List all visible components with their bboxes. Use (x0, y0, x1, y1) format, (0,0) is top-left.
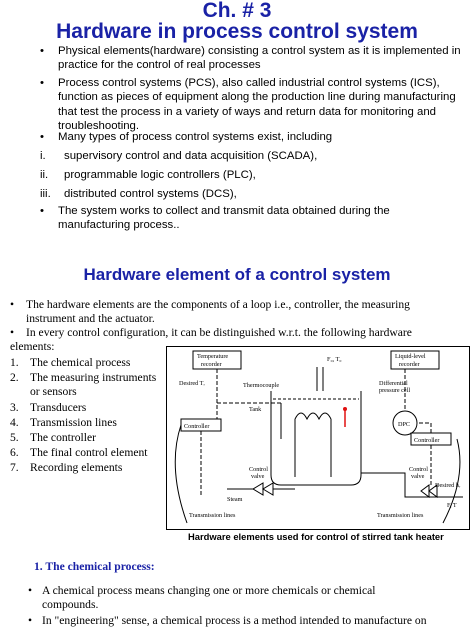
label-transmission-right: Transmission lines (377, 512, 424, 519)
label-diff-pressure: Differential (379, 380, 408, 387)
list-number: 2. (10, 371, 19, 384)
label-control-valve-right: Control (409, 466, 428, 473)
roman-numeral: iii. (40, 188, 51, 200)
roman-numeral: ii. (40, 169, 49, 181)
bullet-icon: • (10, 326, 15, 339)
tank-outline (271, 391, 361, 485)
list-number: 5. (10, 431, 19, 444)
transmission-curve-right (443, 439, 460, 523)
list-text: Transmission lines (30, 416, 117, 429)
steam-coil (295, 413, 331, 477)
label-dpc: DPC (398, 421, 411, 428)
bullet-text: manufacturing process.. (58, 219, 180, 232)
diagram-caption: Hardware elements used for control of stirred tank heater (188, 531, 444, 542)
process-diagram-svg (167, 347, 468, 528)
bullet-text: supervisory control and data acquisition (SCADA), (64, 150, 318, 162)
bullet-icon: • (40, 45, 44, 57)
bullet-text: elements: (10, 340, 55, 353)
label-transmission-left: Transmission lines (189, 512, 236, 519)
section-title: Hardware element of a control system (83, 265, 391, 284)
label-tank: Tank (249, 406, 262, 413)
bullet-icon: • (40, 77, 44, 89)
bullet-text: function as pieces of equipment along the production line during manufacturing (58, 91, 456, 104)
bullet-icon: • (28, 614, 33, 627)
label-desired-tr: Desired Tᵣ (179, 380, 205, 387)
bullet-icon: • (28, 584, 33, 597)
list-text: The chemical process (30, 356, 131, 369)
bullet-text: Physical elements(hardware) consisting a control system as it is implemented in (58, 45, 461, 57)
bullet-text: The hardware elements are the components of a loop i.e., controller, the measuring (26, 298, 410, 311)
roman-numeral: i. (40, 150, 46, 162)
list-number: 6. (10, 446, 19, 459)
page-title: Hardware in process control system (56, 20, 418, 43)
label-steam: Steam (227, 496, 243, 503)
label-control-valve-left: valve (251, 473, 265, 480)
list-number: 7. (10, 461, 19, 474)
list-text: The measuring instruments (30, 371, 157, 384)
bullet-text: The system works to collect and transmit data obtained during the (58, 205, 390, 217)
transmission-curve-left (175, 425, 187, 523)
label-temp-recorder: Temperature (197, 353, 229, 360)
list-number: 1. (10, 356, 19, 369)
bullet-icon: • (40, 131, 44, 143)
list-text: Transducers (30, 401, 87, 414)
label-controller-right: Controller (414, 437, 440, 444)
label-control-valve-right: valve (411, 473, 425, 480)
bullet-text: that test the process in a variety of ways and return data for monitoring and (58, 105, 436, 118)
label-fo-to: F₀, T₀ (327, 356, 342, 363)
list-text: Recording elements (30, 461, 123, 474)
inflow-pipe (317, 367, 323, 391)
list-number: 4. (10, 416, 19, 429)
bullet-text: distributed control systems (DCS), (64, 188, 237, 200)
label-liquid-recorder: Liquid-level (395, 353, 426, 360)
control-valve-left (253, 483, 273, 495)
bullet-text: Process control systems (PCS), also called industrial control systems (ICS), (58, 77, 440, 89)
list-text: The controller (30, 431, 96, 444)
label-liquid-recorder: recorder (399, 361, 420, 368)
list-text: The final control element (30, 446, 148, 459)
bullet-text: practice for the control of real processes (58, 59, 261, 72)
section-heading: 1. The chemical process: (34, 560, 155, 573)
label-controller-left: Controller (184, 423, 210, 430)
bullet-text: In every control configuration, it can be distinguished w.r.t. the following hardware (26, 326, 412, 339)
list-text: or sensors (30, 385, 77, 398)
bullet-text: instrument and the actuator. (26, 312, 155, 325)
bullet-text: In "engineering" sense, a chemical process is a method intended to manufacture on (42, 614, 427, 627)
label-control-valve-left: Control (249, 466, 268, 473)
bullet-icon: • (10, 298, 15, 311)
label-thermocouple: Thermocouple (243, 382, 280, 389)
bullet-text: A chemical process means changing one or more chemicals or chemical (42, 584, 376, 597)
bullet-text: programmable logic controllers (PLC), (64, 169, 256, 181)
bullet-text: compounds. (42, 598, 99, 611)
chapter-title: Ch. # 3 (202, 0, 272, 22)
flow-arrow-head (343, 407, 347, 411)
bullet-text: troubleshooting. (58, 120, 140, 133)
list-number: 3. (10, 401, 19, 414)
bullet-text: Many types of process control systems exist, including (58, 131, 333, 143)
label-diff-pressure: pressure cell (379, 387, 411, 394)
label-f-t: F, T (447, 502, 457, 509)
label-temp-recorder: recorder (201, 361, 222, 368)
stirred-tank-diagram (166, 346, 470, 530)
label-desired-h: Desired hᵣ (435, 482, 461, 489)
bullet-icon: • (40, 205, 44, 217)
